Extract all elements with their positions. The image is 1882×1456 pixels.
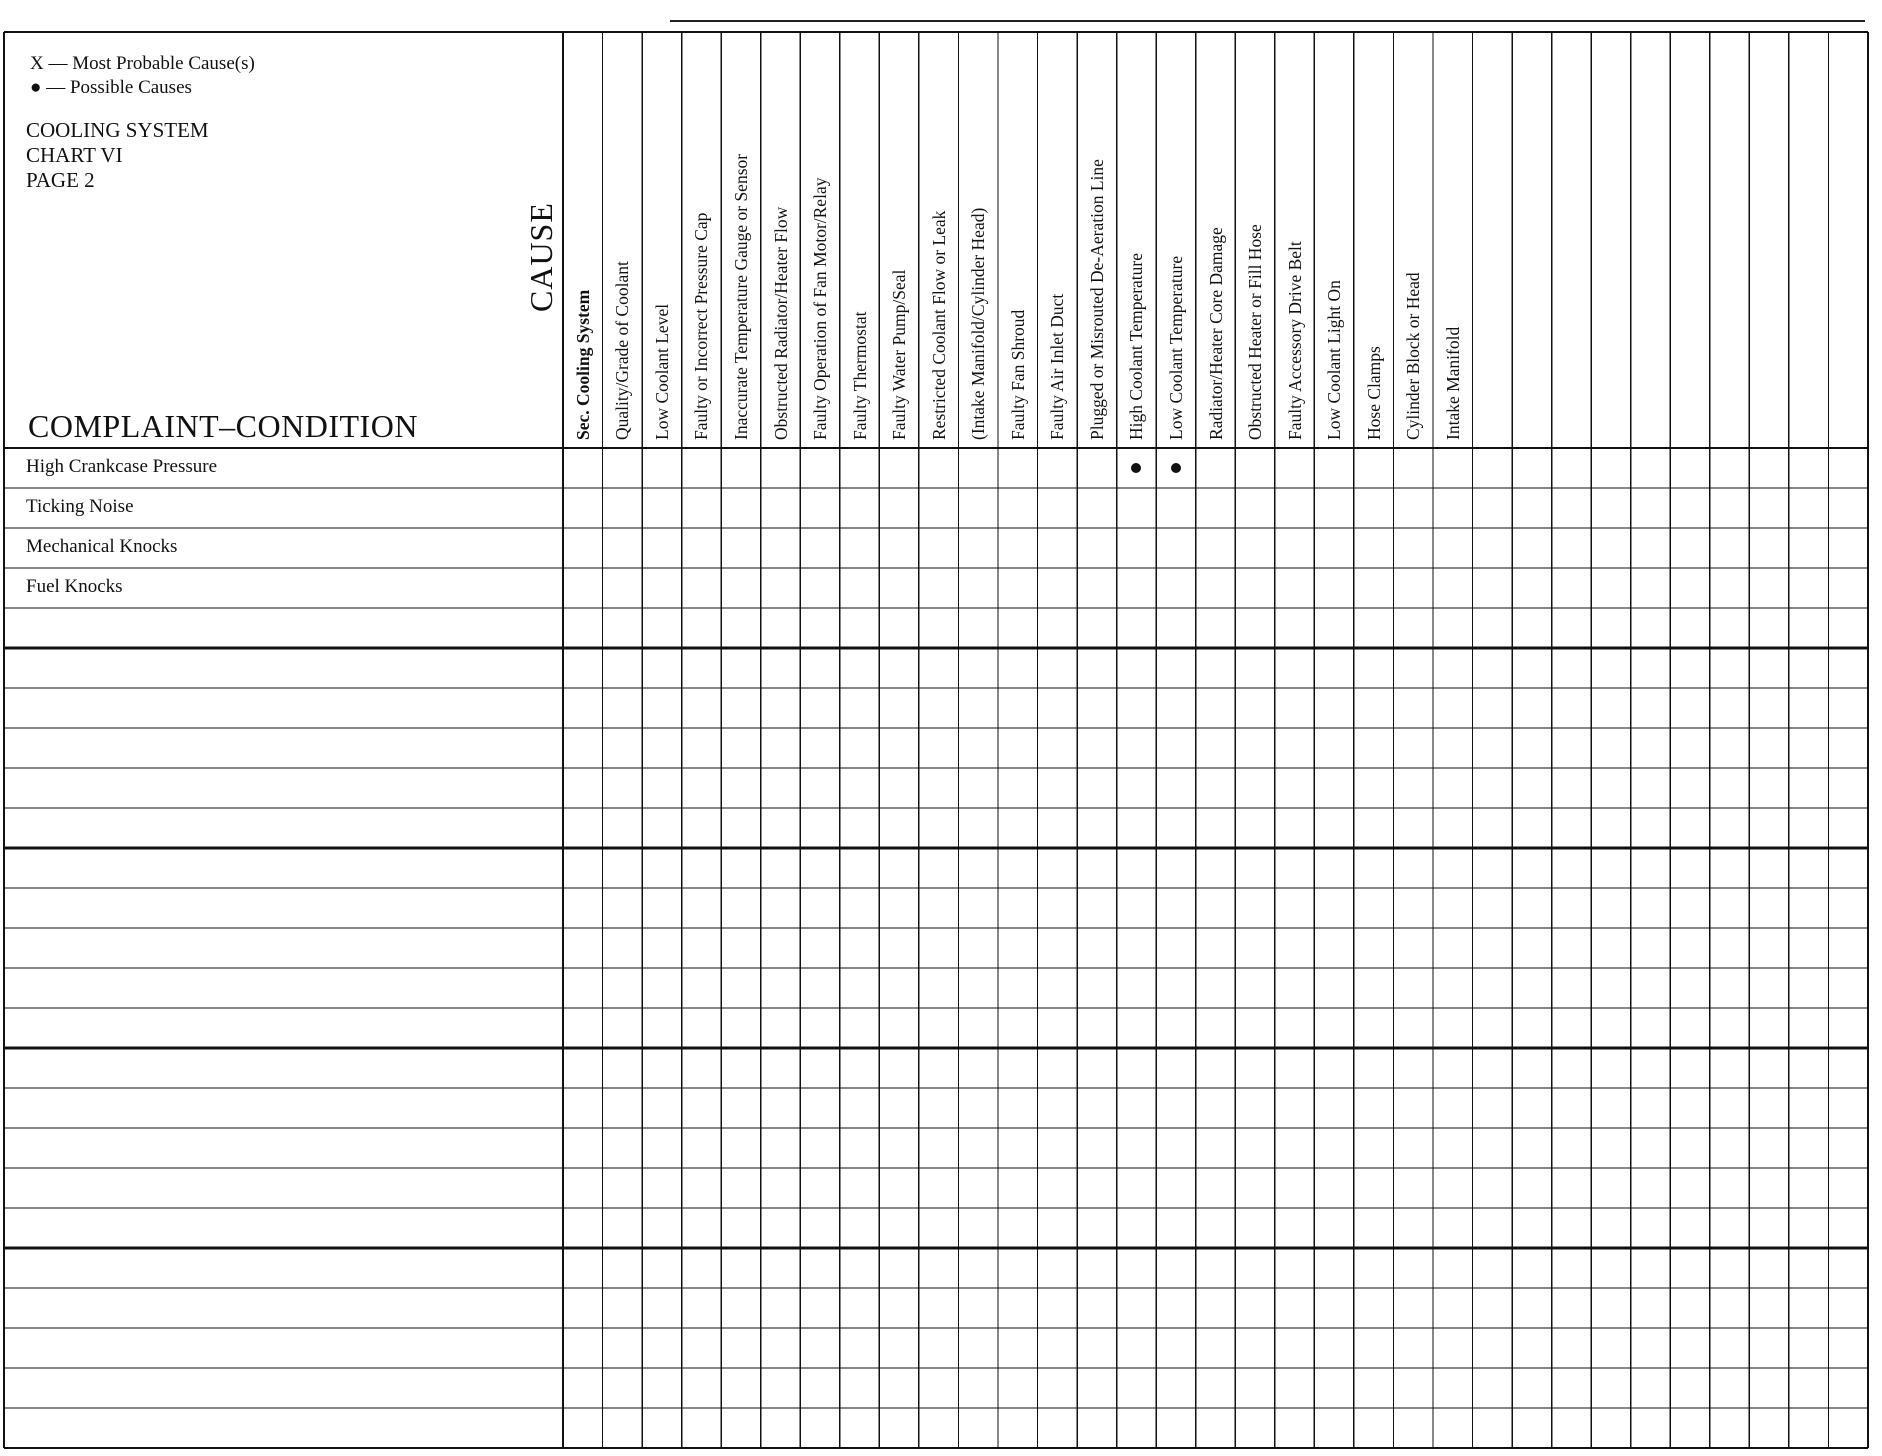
cause-column-label: Faulty Accessory Drive Belt	[1284, 241, 1305, 440]
cause-column-label: Faulty Water Pump/Seal	[889, 269, 910, 440]
possible-cause-dot	[1171, 463, 1181, 473]
complaint-condition-heading: COMPLAINT–CONDITION	[28, 408, 418, 444]
chart-number: CHART VI	[26, 143, 123, 167]
complaint-row-label: High Crankcase Pressure	[26, 456, 218, 477]
chart-page-number: PAGE 2	[26, 168, 95, 192]
cause-column-label: Low Coolant Temperature	[1165, 255, 1186, 440]
cause-column-label: Quality/Grade of Coolant	[612, 261, 633, 440]
legend-possible: ● — Possible Causes	[30, 77, 192, 98]
complaint-row-label: Fuel Knocks	[26, 576, 123, 597]
complaint-row-label: Mechanical Knocks	[26, 536, 178, 557]
cause-column-label: Intake Manifold	[1442, 326, 1463, 440]
cause-column-label: Sec. Cooling System	[572, 289, 593, 440]
cause-column-label: Hose Clamps	[1363, 346, 1384, 440]
cause-heading: CAUSE	[523, 202, 559, 312]
cause-column-label: Radiator/Heater Core Damage	[1205, 227, 1226, 440]
cause-column-label: Plugged or Misrouted De-Aeration Line	[1086, 159, 1107, 440]
cause-column-label: Faulty Fan Shroud	[1007, 309, 1028, 440]
cause-column-label: Restricted Coolant Flow or Leak	[928, 210, 949, 440]
chart-system-title: COOLING SYSTEM	[26, 118, 209, 142]
cause-column-label: Obstructed Heater or Fill Hose	[1245, 224, 1266, 440]
complaint-row-label: Ticking Noise	[26, 496, 134, 517]
cause-column-label: High Coolant Temperature	[1126, 252, 1147, 440]
cause-column-label: Low Coolant Light On	[1324, 280, 1345, 440]
cause-column-label: Cylinder Block or Head	[1403, 272, 1424, 440]
cause-column-label: Low Coolant Level	[651, 303, 672, 440]
cause-column-label: Obstructed Radiator/Heater Flow	[770, 206, 791, 440]
cause-column-label: Faulty Air Inlet Duct	[1047, 293, 1068, 440]
cause-column-label: Inaccurate Temperature Gauge or Sensor	[730, 153, 751, 440]
cause-column-label: Faulty or Incorrect Pressure Cap	[691, 212, 712, 440]
cause-column-label: Faulty Thermostat	[849, 311, 870, 440]
legend-most-probable: X — Most Probable Cause(s)	[30, 53, 255, 74]
cause-column-label: Faulty Operation of Fan Motor/Relay	[810, 177, 831, 440]
cause-column-label: (Intake Manifold/Cylinder Head)	[968, 207, 989, 440]
